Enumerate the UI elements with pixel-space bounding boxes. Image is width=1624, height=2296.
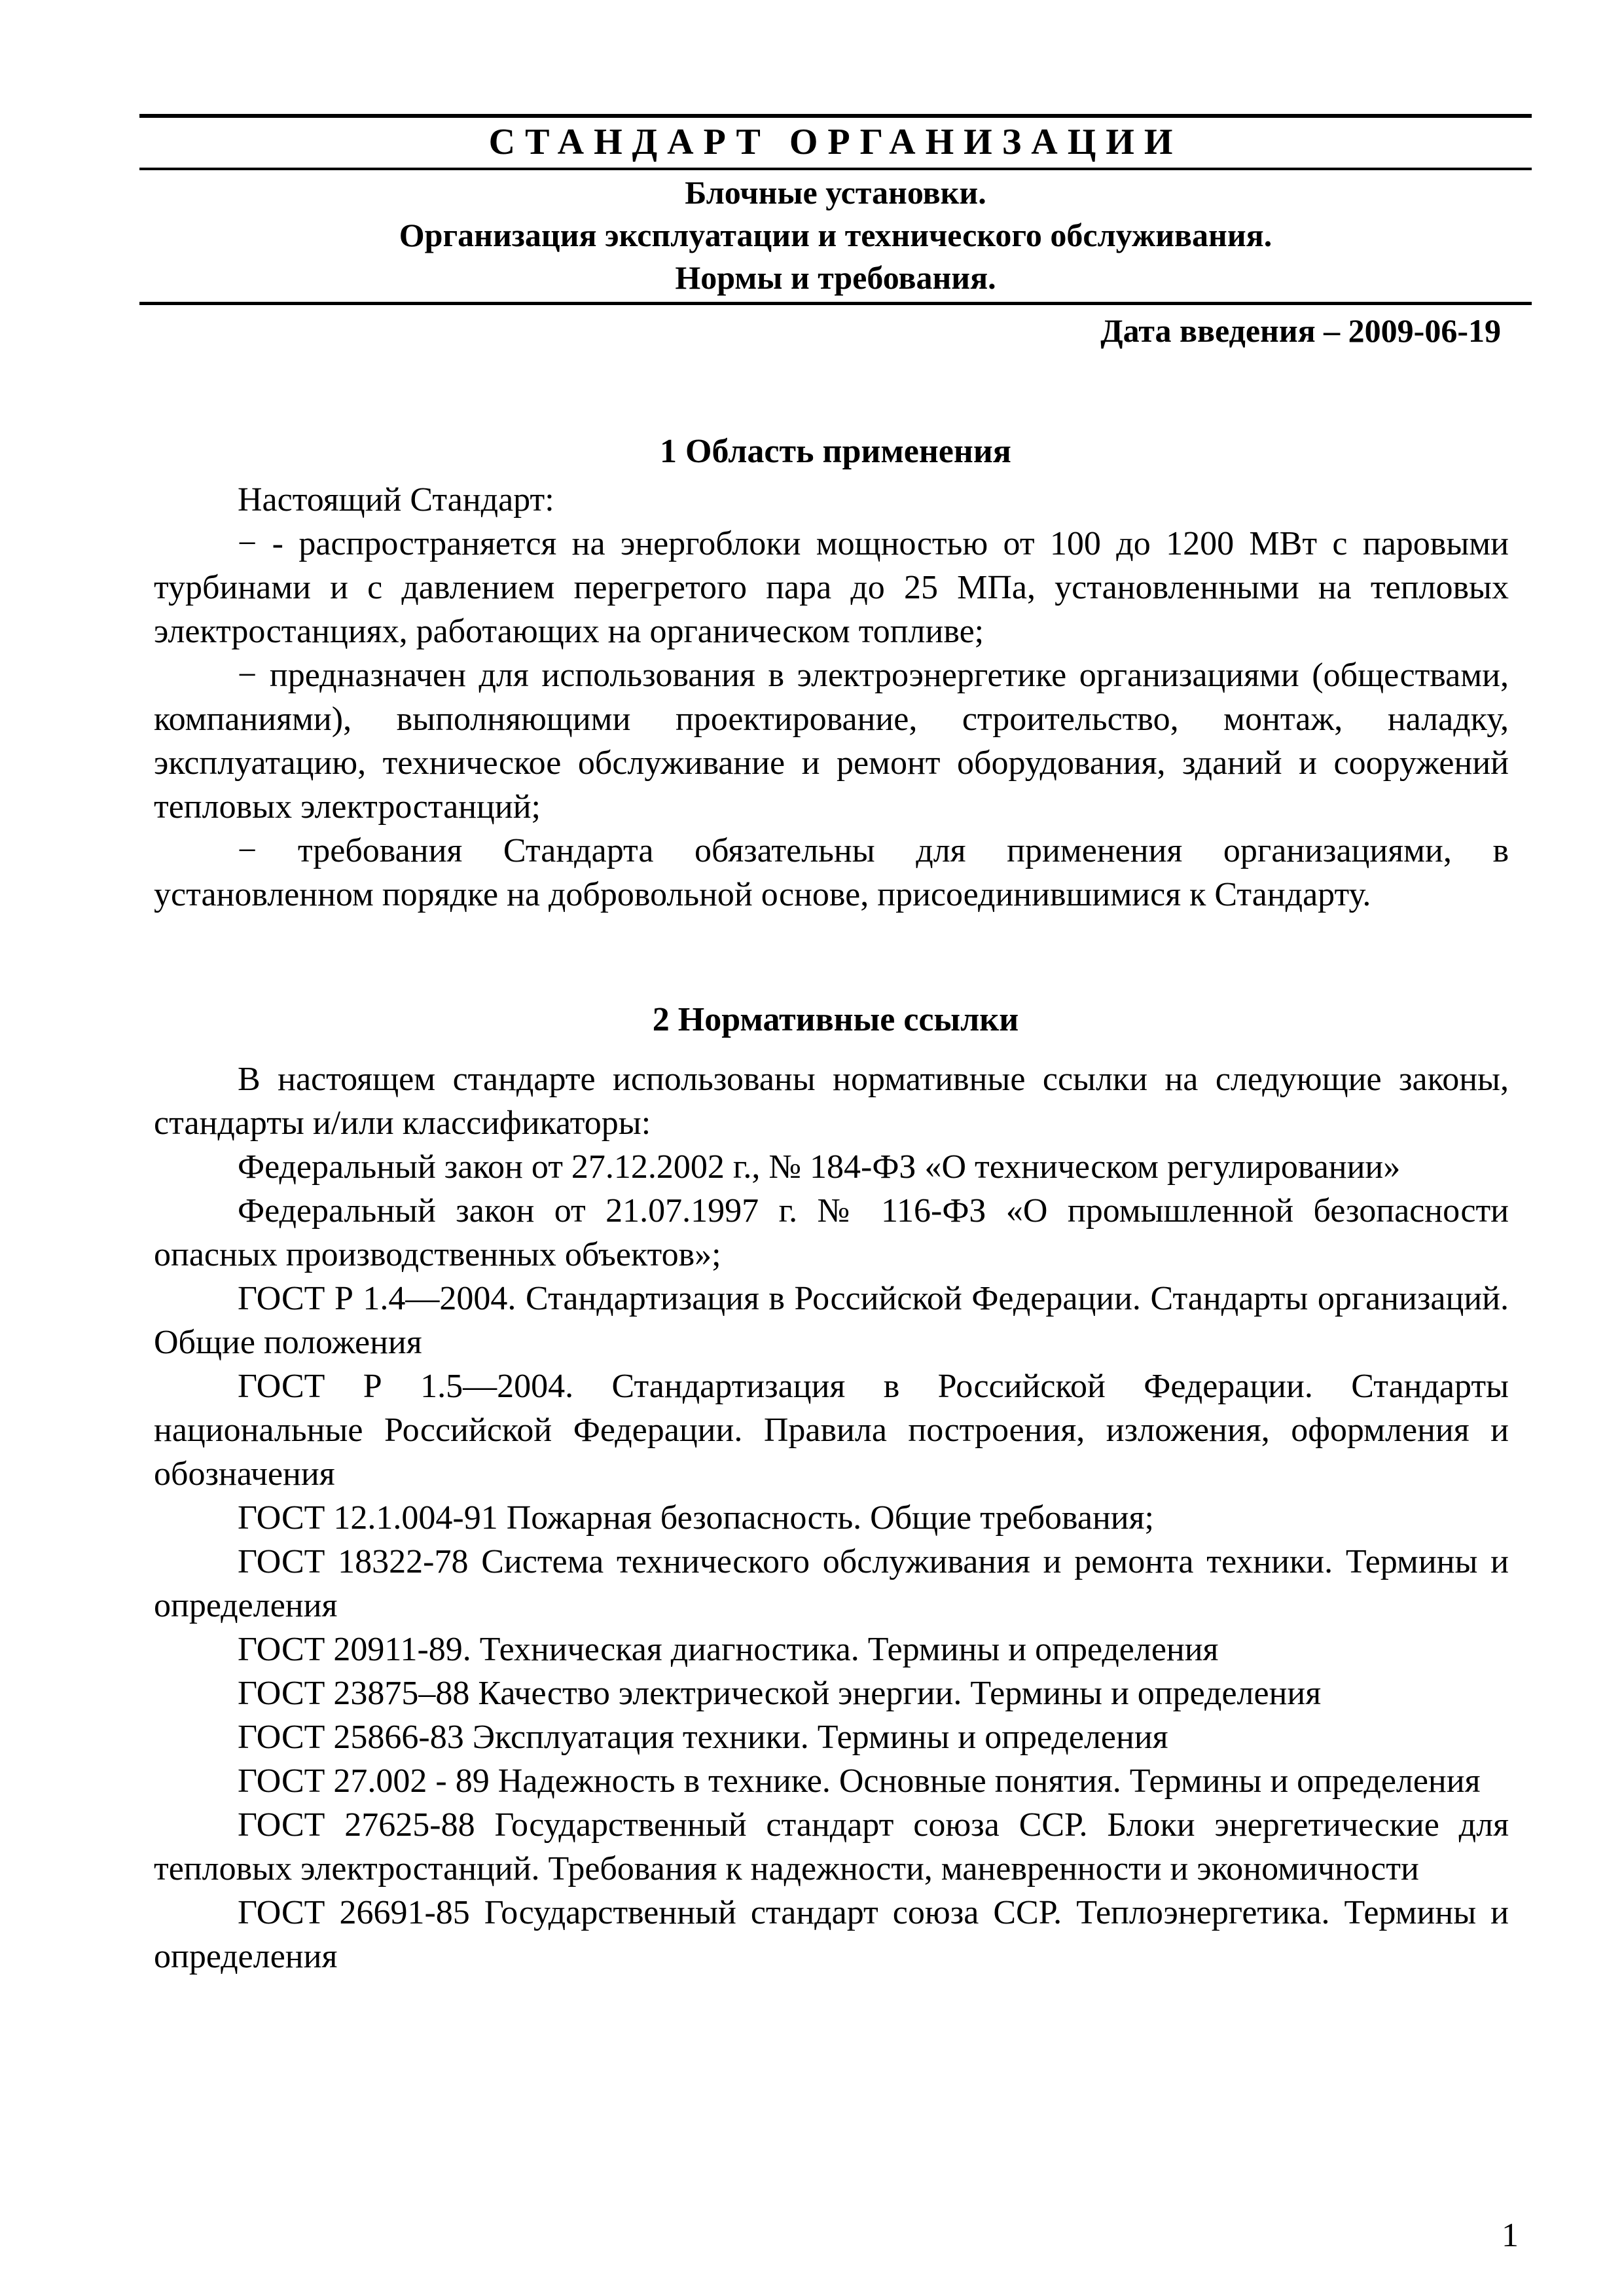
header-middle-rule <box>139 168 1532 170</box>
reference-item: ГОСТ 12.1.004-91 Пожарная безопасность. Общие требования; <box>238 1499 1154 1537</box>
reference-item: ГОСТ 23875–88 Качество электрической энергии. Термины и определения <box>238 1675 1322 1712</box>
reference-item: ГОСТ Р 1.4—2004. Стандартизация в Российской Федерации. Стандарты организаций. Общие положения <box>154 1280 1509 1361</box>
subtitle-line: Нормы и требования. <box>675 259 996 296</box>
reference-item: Федеральный закон от 27.12.2002 г., № 184-ФЗ «О техническом регулировании» <box>238 1148 1401 1186</box>
reference-item: ГОСТ 27.002 - 89 Надежность в технике. Основные понятия. Термины и определения <box>238 1762 1481 1800</box>
section-2-body <box>154 1057 1509 1978</box>
paragraph: В настоящем стандарте использованы нормативные ссылки на следующие законы, стандарты и/или классификаторы: <box>154 1061 1509 1142</box>
page-number: 1 <box>1502 2217 1519 2254</box>
reference-item: ГОСТ 26691-85 Государственный стандарт союза ССР. Теплоэнергетика. Термины и определения <box>154 1894 1509 1975</box>
reference-item: ГОСТ Р 1.5—2004. Стандартизация в Российской Федерации. Стандарты национальные Российской Федерации. Правила построения, изложения, оформления и обозначения <box>154 1368 1509 1493</box>
document-subtitle <box>139 172 1532 299</box>
section-2-title: 2 Нормативные ссылки <box>652 1001 1019 1038</box>
standard-title: СТАНДАРТ ОРГАНИЗАЦИИ <box>488 122 1183 162</box>
subtitle-line: Блочные установки. <box>685 174 986 211</box>
section-1-body <box>154 478 1509 917</box>
reference-item: ГОСТ 18322-78 Система технического обслуживания и ремонта техники. Термины и определения <box>154 1543 1509 1624</box>
subtitle-line: Организация эксплуатации и технического обслуживания. <box>399 217 1272 253</box>
reference-item: ГОСТ 27625-88 Государственный стандарт союза ССР. Блоки энергетические для тепловых электростанций. Требования к надежности, маневренности и экономичности <box>154 1806 1509 1887</box>
introduction-date: Дата введения – 2009-06-19 <box>1100 312 1501 349</box>
reference-item: Федеральный закон от 21.07.1997 г. № 116-ФЗ «О промышленной безопасности опасных производственных объектов»; <box>154 1192 1509 1273</box>
paragraph: − требования Стандарта обязательны для применения организациями, в установленном порядке на добровольной основе, присоединившимися к Стандарту. <box>154 832 1509 913</box>
header-bottom-rule <box>139 302 1532 305</box>
paragraph: − предназначен для использования в электроэнергетике организациями (обществами, компаниями), выполняющими проектирование, строительство, монтаж, наладку, эксплуатацию, техническое обслуживание и ремонт оборудования, зданий и сооружений тепловых электростанций; <box>154 657 1509 826</box>
paragraph: Настоящий Стандарт: <box>238 481 554 519</box>
section-1-title: 1 Область применения <box>660 433 1011 470</box>
reference-item: ГОСТ 20911-89. Техническая диагностика. Термины и определения <box>238 1631 1219 1668</box>
paragraph: − - распространяется на энергоблоки мощностью от 100 до 1200 МВт с паровыми турбинами и с давлением перегретого пара до 25 МПа, установленными на тепловых электростанциях, работающих на органическом топливе; <box>154 525 1509 650</box>
reference-item: ГОСТ 25866-83 Эксплуатация техники. Термины и определения <box>238 1719 1168 1756</box>
